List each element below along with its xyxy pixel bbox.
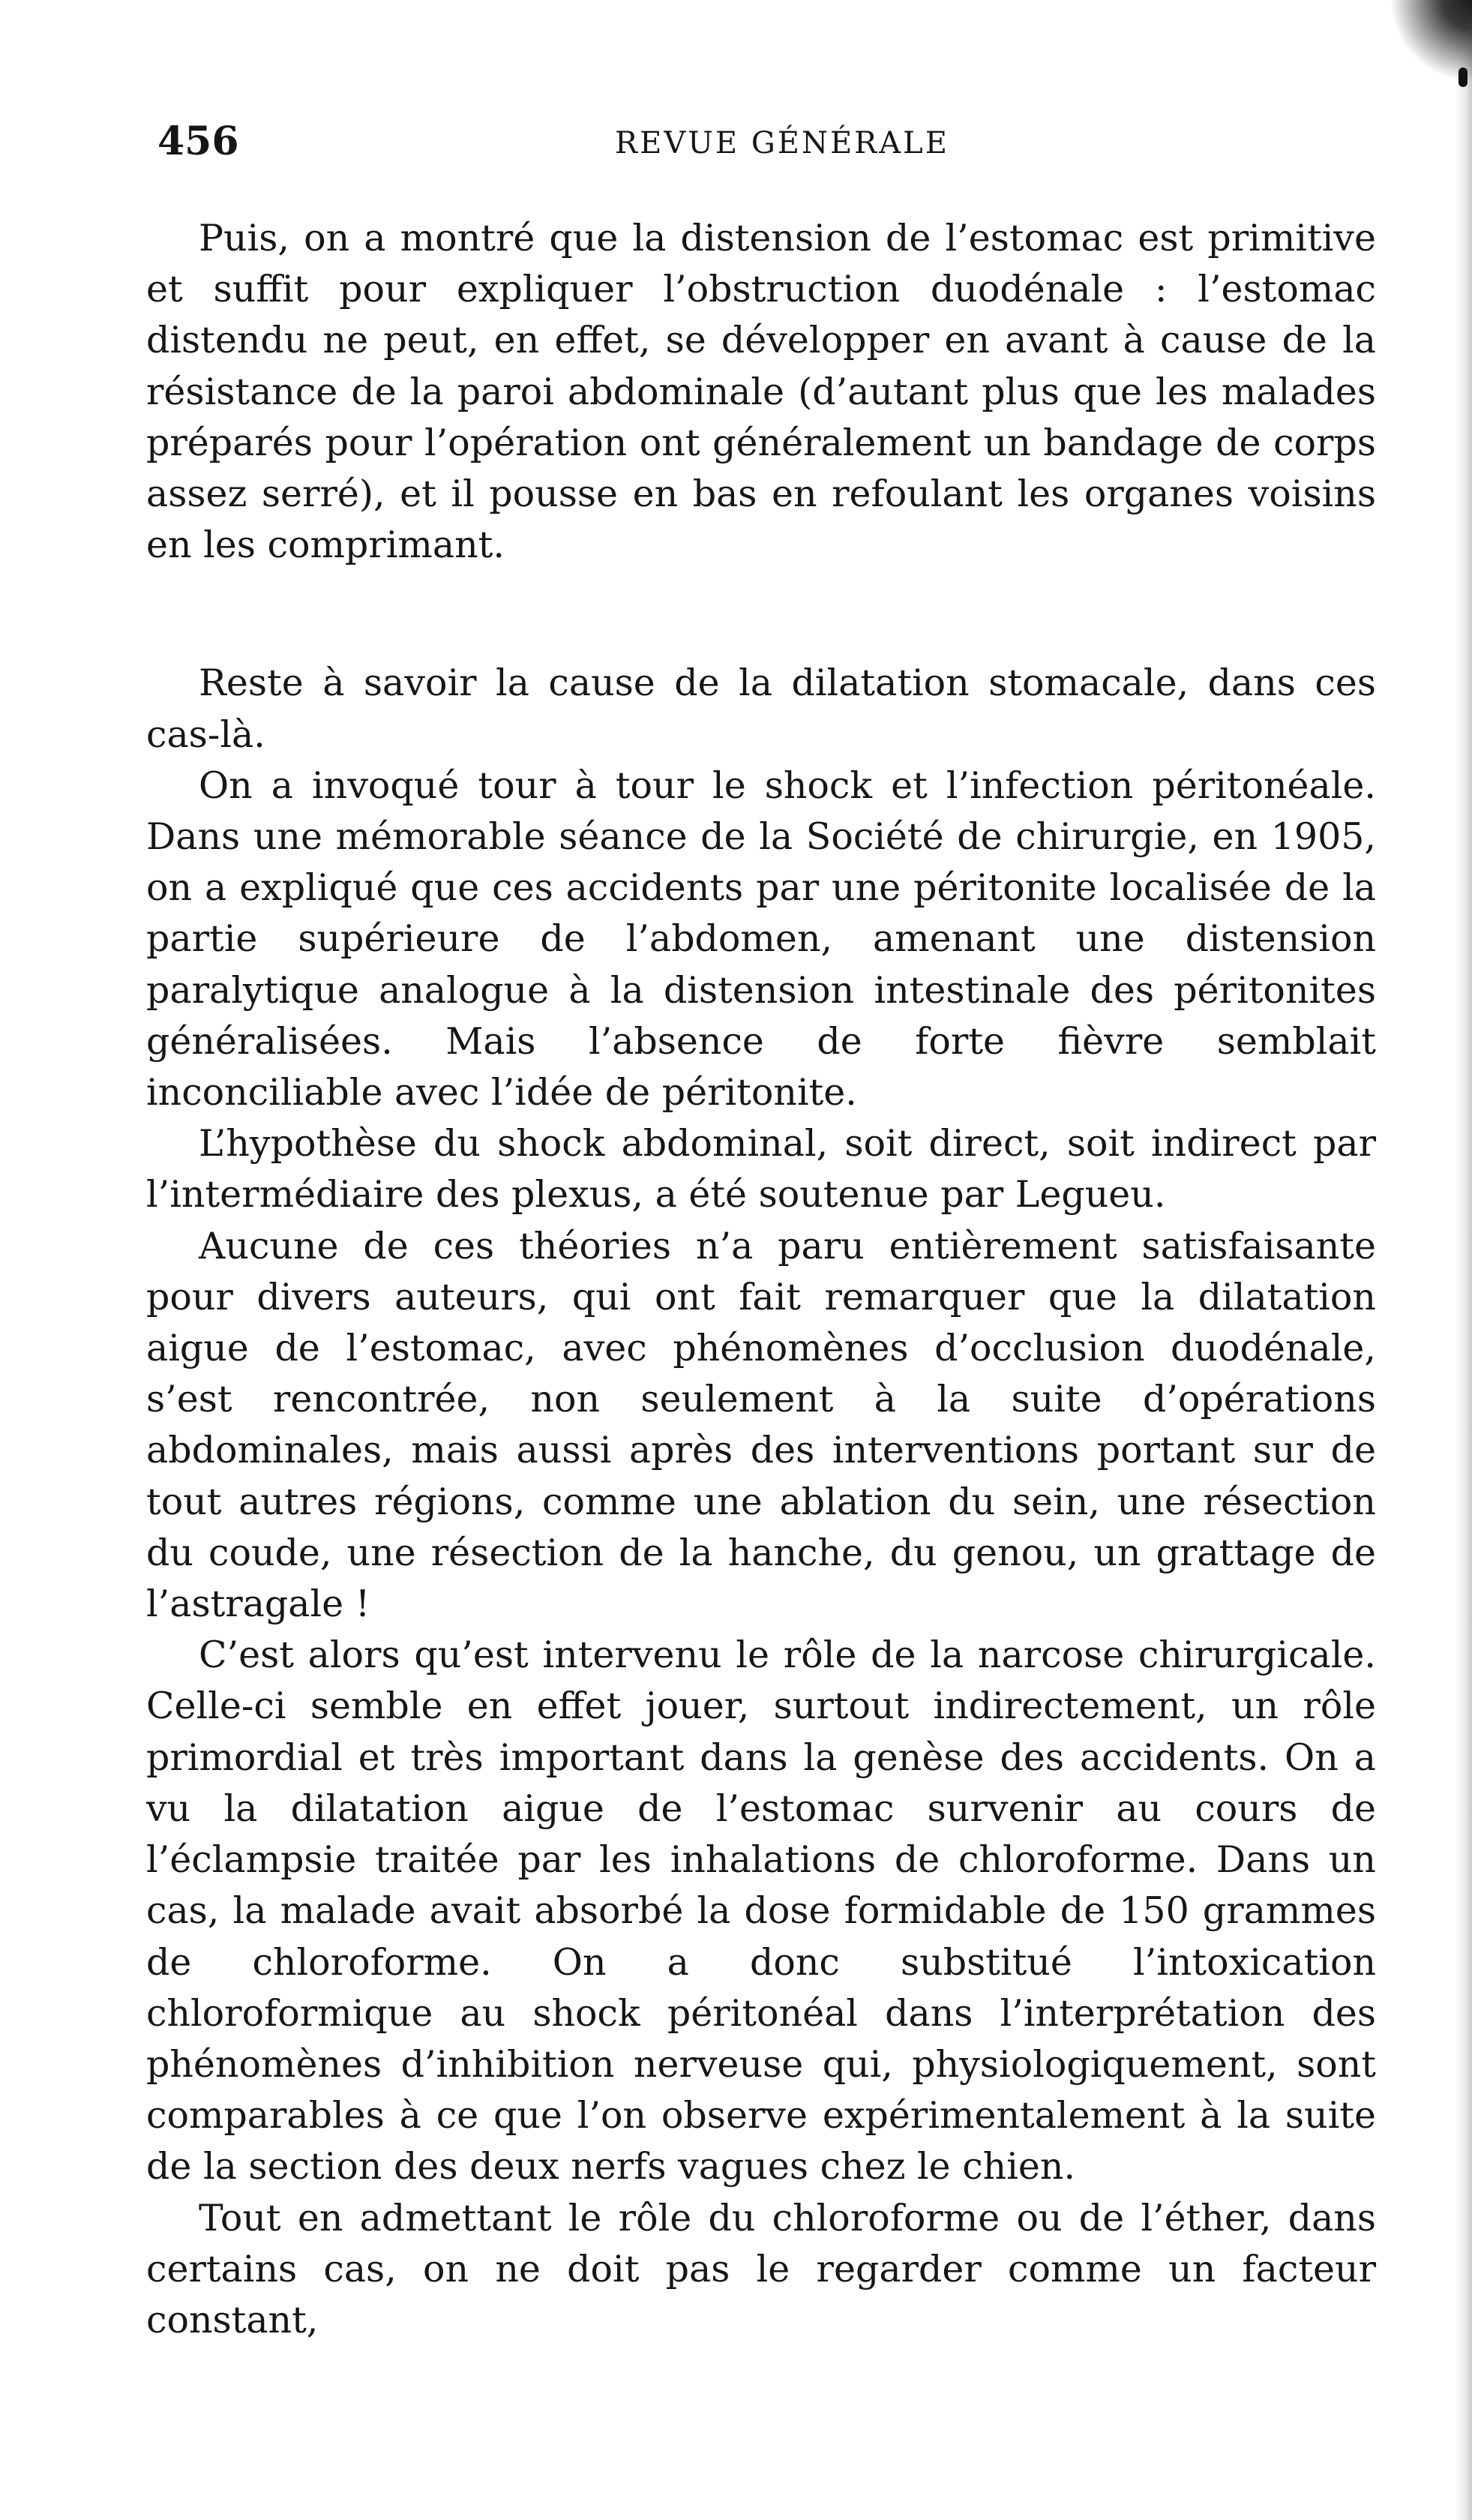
running-head: REVUE GÉNÉRALE: [615, 126, 949, 160]
page-number: 456: [157, 118, 239, 164]
paragraph-distension: Puis, on a montré que la distension de l’estomac est primitive et suffit pour expliquer l’obstruction duodénale : l’estomac distendu ne peut, en effet, se développer en avant à cause de la résistance de la paroi abdominale (d’autant plus que les malades préparés pour l’opération ont généralement un bandage de corps assez serré), et il pousse en bas en refoulant les organes voisins en les comprimant.: [146, 217, 1376, 567]
paragraph-legueu: L’hypothèse du shock abdominal, soit direct, soit indirect par l’intermédiaire des plexus, a été soutenue par Legueu.: [146, 1122, 1376, 1216]
paragraph-cause: Reste à savoir la cause de la dilatation stomacale, dans ces cas-là.: [146, 662, 1376, 756]
scan-edge-shadow: [1456, 0, 1472, 2520]
page-header: [157, 118, 1387, 178]
paragraph-chloroforme: Tout en admettant le rôle du chloroforme ou de l’éther, dans certains cas, on ne doit pas le regarder comme un facteur constant,: [146, 2196, 1376, 2342]
body-text: [146, 213, 1376, 2346]
paragraph-theories: Aucune de ces théories n’a paru entièrement satisfaisante pour divers auteurs, qui ont fait remarquer que la dilatation aigue de l’estomac, avec phénomènes d’occlusion duodénale, s’est rencontrée, non seulement à la suite d’opérations abdominales, mais aussi après des interventions portant sur de tout autres régions, comme une ablation du sein, une résection du coude, une résection de la hanche, du genou, un grattage de l’astragale !: [146, 1224, 1376, 1626]
paragraph-shock-infection: On a invoqué tour à tour le shock et l’infection péritonéale. Dans une mémorable séance de la Société de chirurgie, en 1905, on a expliqué que ces accidents par une péritonite localisée de la partie supérieure de l’abdomen, amenant une distension paralytique analogue à la distension intestinale des péritonites généralisées. Mais l’absence de forte fièvre semblait inconciliable avec l’idée de péritonite.: [146, 764, 1376, 1114]
paragraph-narcose: C’est alors qu’est intervenu le rôle de la narcose chirurgicale. Celle-ci semble en effet jouer, surtout indirectement, un rôle primordial et très important dans la genèse des accidents. On a vu la dilatation aigue de l’estomac survenir au cours de l’éclampsie traitée par les inhalations de chloroforme. Dans un cas, la malade avait absorbé la dose formidable de 150 grammes de chloroforme. On a donc substitué l’intoxication chloroformique au shock péritonéal dans l’interprétation des phénomènes d’inhibition nerveuse qui, physiologiquement, sont comparables à ce que l’on observe expérimentalement à la suite de la section des deux nerfs vagues chez le chien.: [146, 1634, 1376, 2188]
scan-edge-mark: [1459, 68, 1468, 87]
